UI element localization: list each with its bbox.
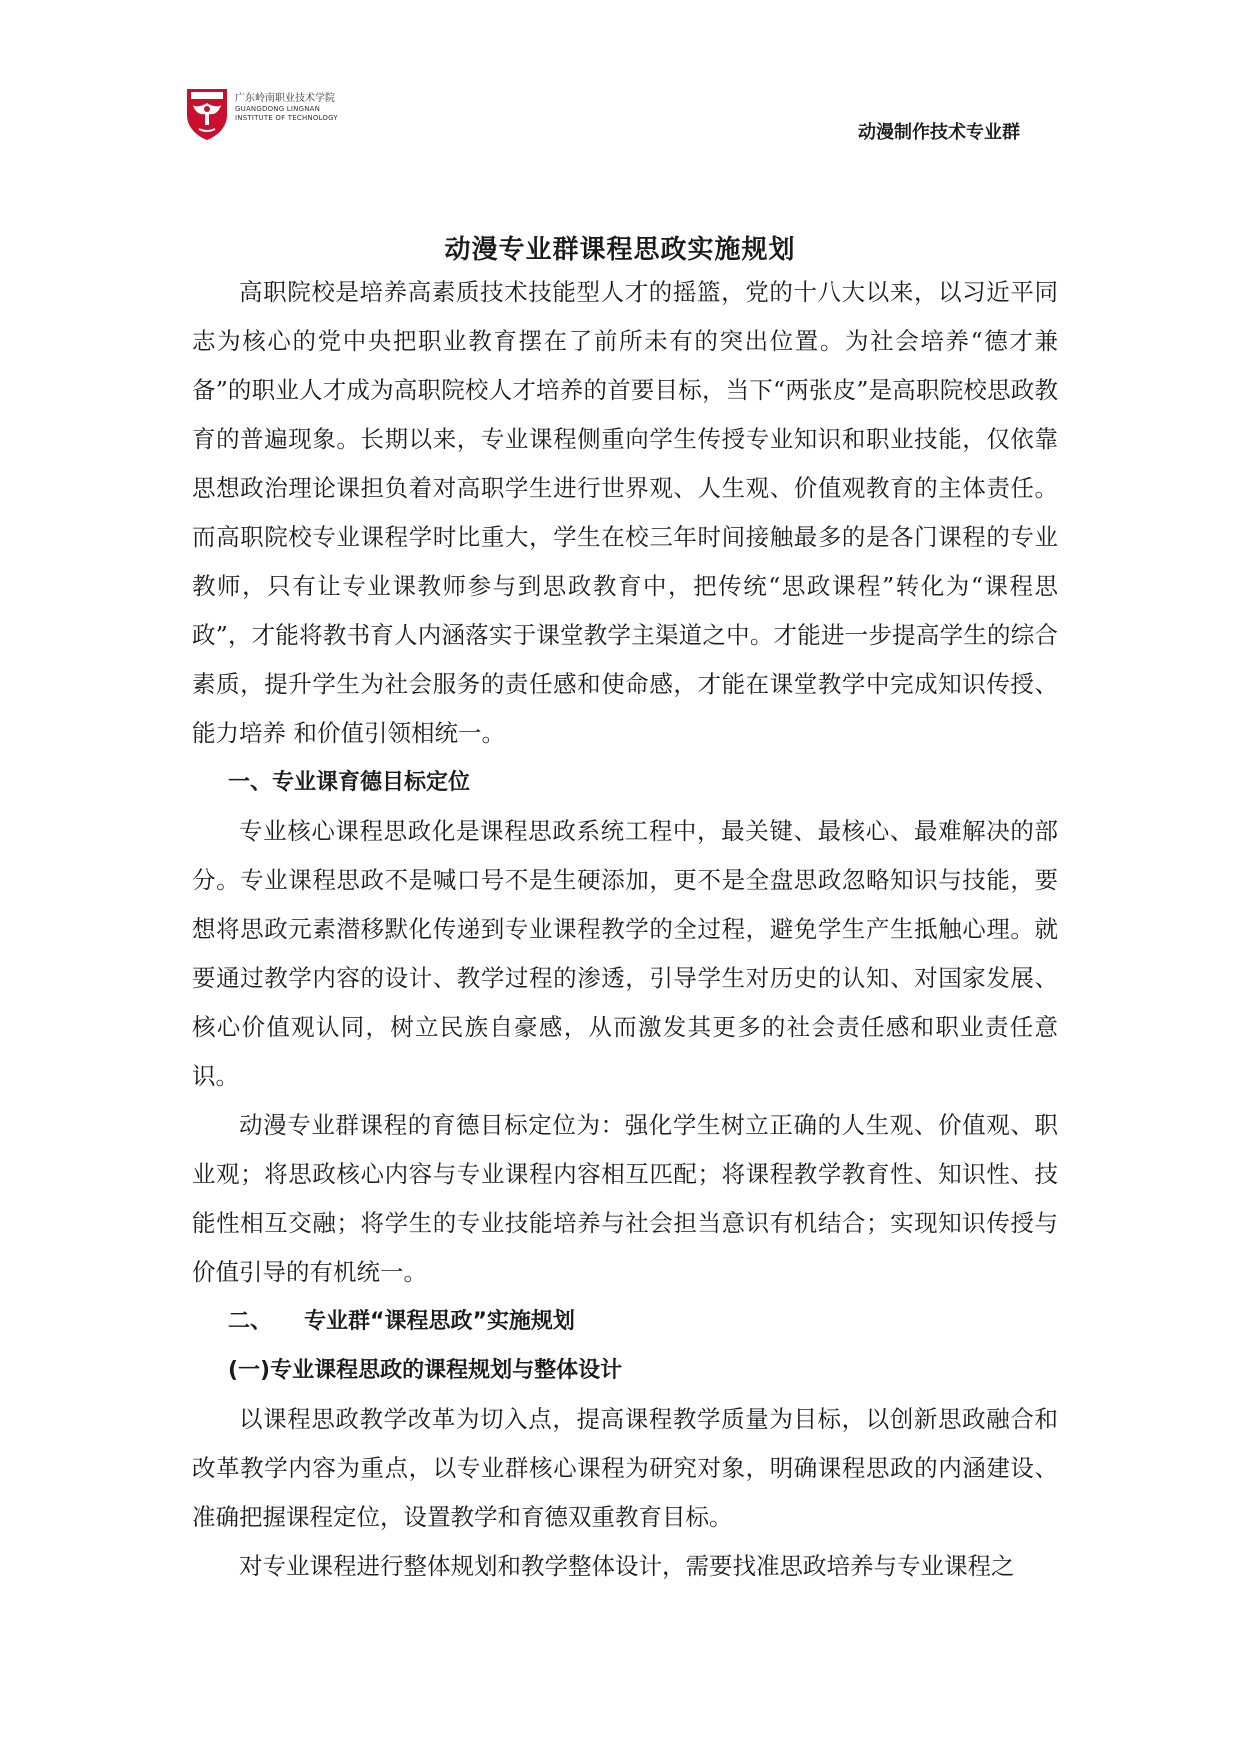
page-header	[0, 0, 1240, 170]
section-1-heading: 一、专业课育德目标定位	[228, 770, 471, 795]
logo-en-text-1: GUANGDONG LINGNAN	[235, 105, 321, 113]
section-2-number: 二、	[228, 1309, 273, 1334]
section-1-paragraph-1: 专业核心课程思政化是课程思政系统工程中，最关键、最核心、最难解决的部分。专业课程思政不是喊口号不是生硬添加，更不是全盘思政忽略知识与技能，要想将思政元素潜移默化传递到专业课程教学的全过程，避免学生产生抵触心理。就要通过教学内容的设计、教学过程的渗透，引导学生对历史的认知、对国家发展、核心价值观认同，树立民族自豪感，从而激发其更多的社会责任感和职业责任意识。	[192, 817, 1058, 1090]
section-1-paragraph-2: 动漫专业群课程的育德目标定位为：强化学生树立正确的人生观、价值观、职业观；将思政核心内容与专业课程内容相互匹配；将课程教学教育性、知识性、技能性相互交融；将学生的专业技能培养与社会担当意识有机结合；实现知识传授与价值引导的有机统一。	[192, 1111, 1058, 1286]
intro-paragraph: 高职院校是培养高素质技术技能型人才的摇篮，党的十八大以来，以习近平同志为核心的党中央把职业教育摆在了前所未有的突出位置。为社会培养“德才兼备”的职业人才成为高职院校人才培养的首要目标，当下“两张皮”是高职院校思政教育的普遍现象。长期以来，专业课程侧重向学生传授专业知识和职业技能，仅依靠思想政治理论课担负着对高职学生进行世界观、人生观、价值观教育的主体责任。而高职院校专业课程学时比重大，学生在校三年时间接触最多的是各门课程的专业教师，只有让专业课教师参与到思政教育中，把传统“思政课程”转化为“课程思政”，才能将教书育人内涵落实于课堂教学主渠道之中。才能进一步提高学生的综合素质，提升学生为社会服务的责任感和使命感，才能在课堂教学中完成知识传授、能力培养 和价值引领相统一。	[192, 278, 1058, 747]
department-label: 动漫制作技术专业群	[858, 122, 1020, 143]
shield-emblem-icon	[185, 85, 229, 141]
logo-en-text-2: INSTITUTE OF TECHNOLOGY	[235, 114, 338, 122]
section-2-heading	[192, 1297, 1058, 1346]
document-body	[192, 268, 1058, 1591]
institute-logo	[185, 85, 338, 145]
section-2a-paragraph-1: 以课程思政教学改革为切入点，提高课程教学质量为目标，以创新思政融合和改革教学内容为重点，以专业群核心课程为研究对象，明确课程思政的内涵建设、准确把握课程定位，设置教学和育德双重教育目标。	[192, 1405, 1058, 1531]
logo-wordmark	[235, 93, 355, 123]
document-title: 动漫专业群课程思政实施规划	[444, 235, 796, 266]
logo-cn-text: 广东岭南职业技术学院	[235, 93, 335, 104]
section-2-heading-text: 专业群“课程思政”实施规划	[304, 1309, 575, 1334]
section-2a-heading: (一)专业课程思政的课程规划与整体设计	[228, 1358, 623, 1383]
section-2a-paragraph-2: 对专业课程进行整体规划和教学整体设计，需要找准思政培养与专业课程之	[239, 1552, 1015, 1580]
